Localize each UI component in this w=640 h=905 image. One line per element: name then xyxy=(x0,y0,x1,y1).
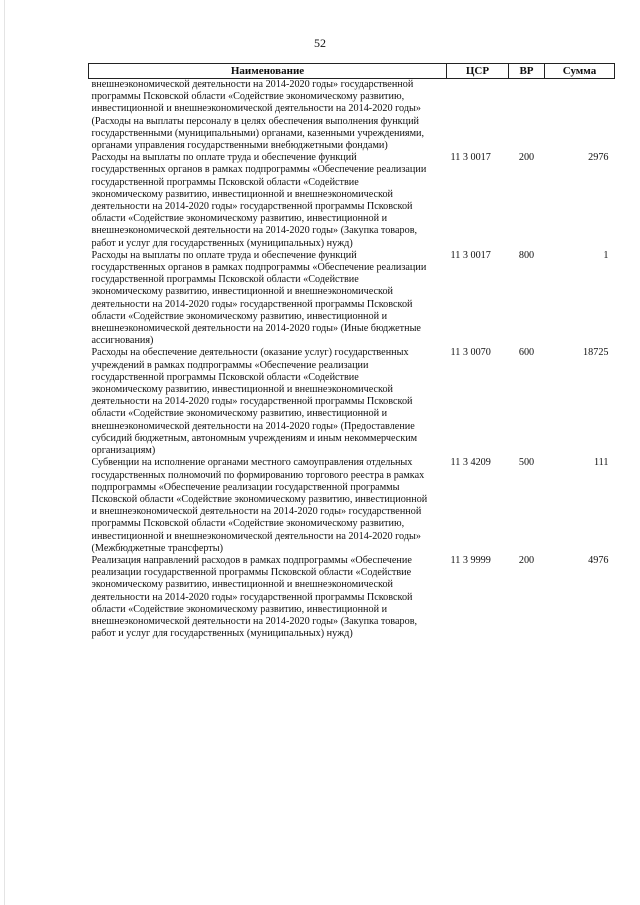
cell-sum: 4976 xyxy=(588,554,609,566)
header-csr: ЦСР xyxy=(447,64,509,79)
table-row xyxy=(89,457,615,555)
cell-csr: 11 3 0070 xyxy=(450,347,491,359)
page-number: 52 xyxy=(314,36,326,50)
cell-name: Расходы на обеспечение деятельности (оказание услуг) государственных учреждений в рамках подпрограммы «Обеспечение реализации государственной программы Псковской области «Содействие экономическому развитию, инвестиционной и внешнеэкономической деятельности на 2014-2020 годы» государственной программы Псковской области «Содействие экономическому развитию, инвестиционной и внешнеэкономической деятельности на 2014-2020 годы» (Предоставление субсидий бюджетным, автономным учреждениям и иным некоммерческим организациям) xyxy=(91,347,418,457)
cell-vr: 800 xyxy=(518,249,535,261)
header-name: Наименование xyxy=(89,64,447,79)
cell-name: Субвенции на исполнение органами местного самоуправления отдельных государственных полномочий по формированию торгового реестра в рамках подпрограммы «Обеспечение реализации государственной программы Псковской области «Содействие экономическому развитию, инвестиционной и внешнеэкономической деятельности на 2014-2020 годы» государственной программы Псковской области «Содействие экономическому развитию, инвестиционной и внешнеэкономической деятельности на 2014-2020 годы» (Межбюджетные трансферты) xyxy=(91,457,428,554)
cell-csr xyxy=(447,79,509,153)
table-header-row xyxy=(89,64,615,79)
header-sum: Сумма xyxy=(545,64,615,79)
table-row xyxy=(89,250,615,348)
cell-sum: 2976 xyxy=(588,152,609,164)
cell-csr: 11 3 9999 xyxy=(450,554,491,566)
cell-vr: 200 xyxy=(518,554,535,566)
table-row-continuation xyxy=(89,79,615,153)
cell-name: Расходы на выплаты по оплате труда и обеспечение функций государственных органов в рамках подпрограммы «Обеспечение реализации государственной программы Псковской области «Содействие экономическому развитию, инвестиционной и внешнеэкономической деятельности на 2014-2020 годы» государственной программы Псковской области «Содействие экономическому развитию, инвестиционной и внешнеэкономической деятельности на 2014-2020 годы» (Закупка товаров, работ и услуг для государственных (муниципальных) нужд) xyxy=(91,152,427,249)
table-row xyxy=(89,152,615,250)
budget-table xyxy=(88,63,615,640)
cell-sum: 1 xyxy=(603,249,609,261)
cell-vr xyxy=(509,79,545,153)
table-row xyxy=(89,555,615,640)
cell-name: Расходы на выплаты по оплате труда и обеспечение функций государственных органов в рамках подпрограммы «Обеспечение реализации государственной программы Псковской области «Содействие экономическому развитию, инвестиционной и внешнеэкономической деятельности на 2014-2020 годы» государственной программы Псковской области «Содействие экономическому развитию, инвестиционной и внешнеэкономической деятельности на 2014-2020 годы» (Иные бюджетные ассигнования) xyxy=(91,249,427,347)
cell-vr: 600 xyxy=(518,347,535,359)
cell-sum: 111 xyxy=(593,457,609,469)
cell-sum xyxy=(545,79,615,153)
cell-csr: 11 3 4209 xyxy=(450,457,491,469)
cell-name: Реализация направлений расходов в рамках подпрограммы «Обеспечение реализации государственной программы Псковской области «Содействие экономическому развитию, инвестиционной и внешнеэкономической деятельности на 2014-2020 годы» государственной программы Псковской области «Содействие экономическому развитию, инвестиционной и внешнеэкономической деятельности на 2014-2020 годы» (Закупка товаров, работ и услуг для государственных (муниципальных) нужд) xyxy=(91,554,418,640)
cell-sum: 18725 xyxy=(583,347,609,359)
header-vr: ВР xyxy=(509,64,545,79)
cell-vr: 500 xyxy=(518,457,535,469)
cell-csr: 11 3 0017 xyxy=(450,152,491,164)
cell-csr: 11 3 0017 xyxy=(450,249,491,261)
table-row xyxy=(89,347,615,457)
cell-vr: 200 xyxy=(518,152,535,164)
cell-name: внешнеэкономической деятельности на 2014-2020 годы» государственной программы Псковской области «Содействие экономическому развитию, инвестиционной и внешнеэкономической деятельности на 2014-2020 годы» (Расходы на выплаты персоналу в целях обеспечения выполнения функций государственными (муниципальными) органами, казенными учреждениями, органами управления государственными внебюджетными фондами) xyxy=(91,79,425,152)
scan-edge xyxy=(4,0,5,905)
